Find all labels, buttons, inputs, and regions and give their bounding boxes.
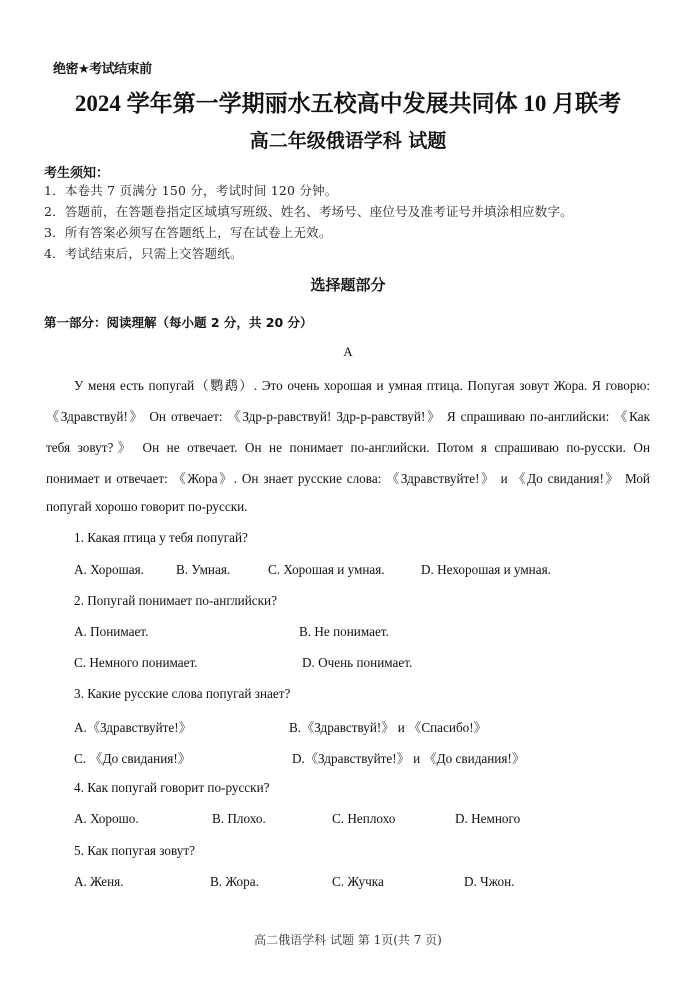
- option-b: B. Не понимает.: [299, 624, 389, 639]
- option-b: B. Плохо.: [212, 811, 266, 826]
- option-b: B. Умная.: [176, 562, 231, 577]
- option-d: D. Немного: [455, 811, 521, 826]
- passage-line: 《Здравствуй!》 Он отвечает: 《Здр-р-равствуй! Здр-р-равствуй!》 Я спрашиваю по-английски: 《Как: [46, 409, 650, 424]
- question-stem: 5. Как попугая зовут?: [74, 843, 196, 858]
- section-title: 选择题部分: [310, 276, 386, 294]
- passage-line: попугай хорошо говорит по-русски.: [46, 499, 248, 514]
- option-a: A. Женя.: [74, 874, 124, 889]
- notice-heading: 考生须知：: [44, 166, 110, 181]
- option-d: D. Нехорошая и умная.: [421, 562, 551, 577]
- passage-line: У меня есть попугай（鹦鹉）. Это очень хорошая и умная птица. Попугая зовут Жора. Я говорю:: [74, 378, 650, 393]
- question-stem: 1. Какая птица у тебя попугай?: [74, 530, 248, 545]
- passage-line: понимает и отвечает: 《Жора》. Он знает русские слова: 《Здравствуйте!》 и 《До свидания!》 Мой: [46, 471, 650, 486]
- option-c: C. Немного понимает.: [74, 655, 198, 670]
- part-title: 第一部分：阅读理解（每小题 2 分，共 20 分）: [44, 315, 313, 330]
- notice-item: 3．所有答案必须写在答题纸上，写在试卷上无效。: [44, 225, 332, 240]
- exam-subtitle: 高二年级俄语学科 试题: [249, 130, 447, 152]
- option-c: C. 《До свидания!》: [74, 751, 191, 766]
- option-b: B.《Здравствуй!》 и 《Спасибо!》: [289, 720, 487, 735]
- passage-line: тебя зовут?》 Он не отвечает. Он не понимает по-английски. Потом я спрашиваю по-русски. Он: [46, 440, 650, 455]
- confidential-mark: 绝密★考试结束前: [53, 62, 152, 77]
- option-a: A. Хорошая.: [74, 562, 144, 577]
- notice-item: 4．考试结束后，只需上交答题纸。: [44, 246, 243, 261]
- option-a: A. Хорошо.: [74, 811, 139, 826]
- option-d: D.《Здравствуйте!》 и 《До свидания!》: [292, 751, 526, 766]
- question-stem: 3. Какие русские слова попугай знает?: [74, 686, 291, 701]
- notice-item: 1．本卷共 7 页满分 150 分，考试时间 120 分钟。: [44, 183, 338, 198]
- option-c: C. Хорошая и умная.: [268, 562, 385, 577]
- option-c: C. Жучка: [332, 874, 384, 889]
- option-d: D. Очень понимает.: [302, 655, 413, 670]
- option-a: A. Понимает.: [74, 624, 149, 639]
- option-d: D. Чжон.: [464, 874, 515, 889]
- page-footer: 高二俄语学科 试题 第 1页(共 7 页): [254, 933, 442, 947]
- option-c: C. Неплохо: [332, 811, 396, 826]
- question-stem: 2. Попугай понимает по-английски?: [74, 593, 277, 608]
- question-stem: 4. Как попугай говорит по-русски?: [74, 780, 270, 795]
- exam-title: 2024 学年第一学期丽水五校高中发展共同体 10 月联考: [74, 91, 622, 116]
- option-b: B. Жора.: [210, 874, 259, 889]
- notice-item: 2．答题前，在答题卷指定区域填写班级、姓名、考场号、座位号及准考证号并填涂相应数字。: [44, 204, 573, 219]
- text-label: A: [343, 344, 353, 359]
- option-a: A.《Здравствуйте!》: [74, 720, 192, 735]
